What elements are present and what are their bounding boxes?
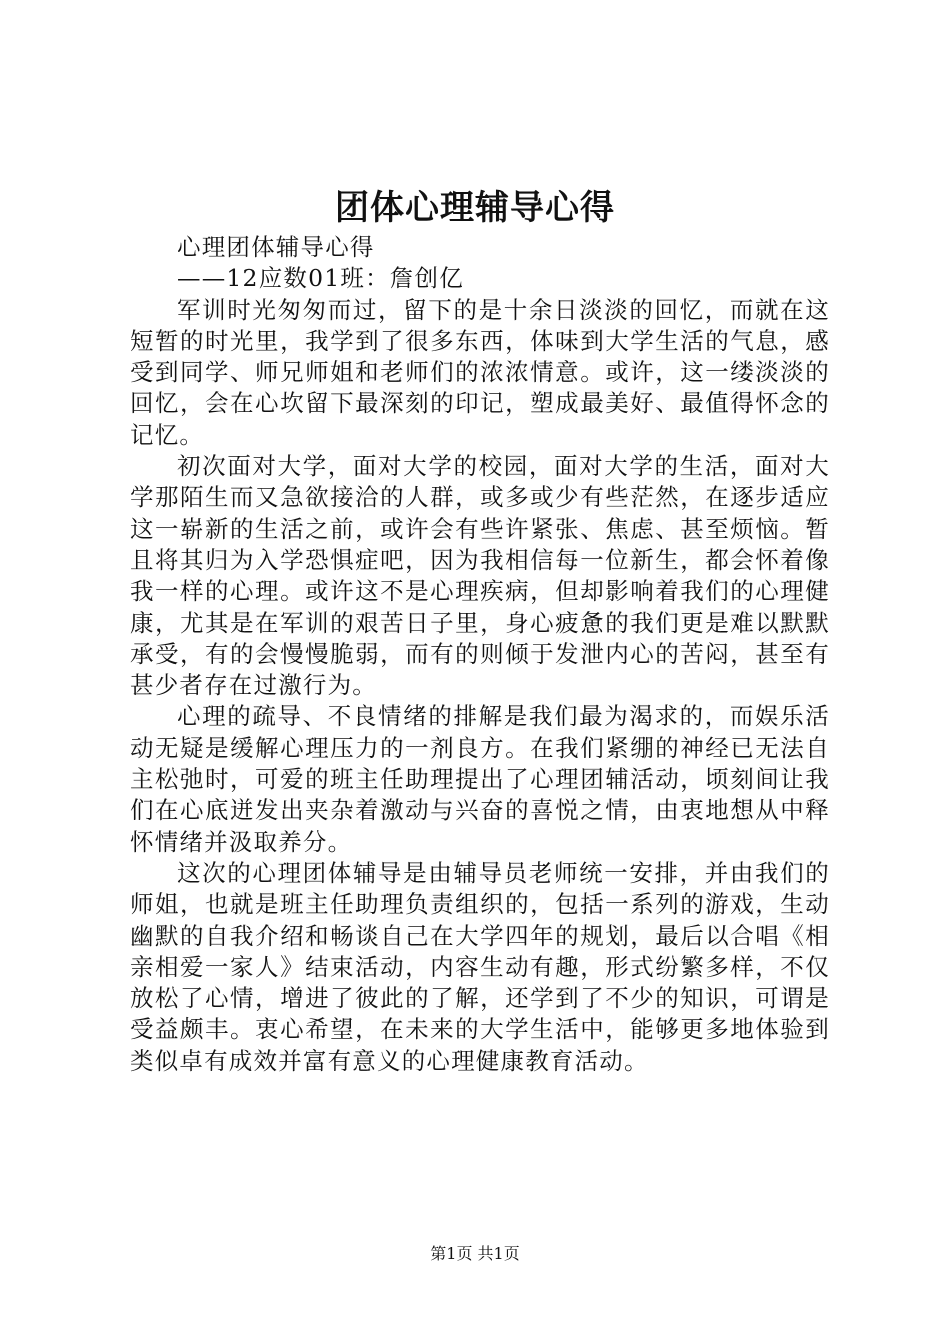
- body-paragraph-1: 军训时光匆匆而过，留下的是十余日淡淡的回忆，而就在这短暂的时光里，我学到了很多东西，体味到大学生活的气息，感受到同学、师兄师姐和老师们的浓浓情意。或许，这一缕淡淡的回忆，会在心坎留下最深刻的印记，塑成最美好、最值得怀念的记忆。: [130, 295, 830, 449]
- document-subtitle: 心理团体辅导心得: [177, 233, 375, 261]
- body-paragraph-4: 这次的心理团体辅导是由辅导员老师统一安排，并由我们的师姐，也就是班主任助理负责组织的，包括一系列的游戏，生动幽默的自我介绍和畅谈自己在大学四年的规划，最后以合唱《相亲相爱一家人》结束活动，内容生动有趣，形式纷繁多样，不仅放松了心情，增进了彼此的了解，还学到了不少的知识，可谓是受益颇丰。衷心希望，在未来的大学生活中，能够更多地体验到类似卓有成效并富有意义的心理健康教育活动。: [130, 858, 830, 1075]
- document-byline: ——12应数01班：詹创亿: [177, 264, 464, 293]
- body-paragraph-2: 初次面对大学，面对大学的校园，面对大学的生活，面对大学那陌生而又急欲接洽的人群，或多或少有些茫然，在逐步适应这一崭新的生活之前，或许会有些许紧张、焦虑、甚至烦恼。暂且将其归为入学恐惧症吧，因为我相信每一位新生，都会怀着像我一样的心理。或许这不是心理疾病，但却影响着我们的心理健康，尤其是在军训的艰苦日子里，身心疲惫的我们更是难以默默承受，有的会慢慢脆弱，而有的则倾于发泄内心的苦闷，甚至有甚少者存在过激行为。: [130, 452, 830, 700]
- document-body: [130, 232, 830, 1077]
- body-paragraph-3: 心理的疏导、不良情绪的排解是我们最为渴求的，而娱乐活动无疑是缓解心理压力的一剂良方。在我们紧绷的神经已无法自主松弛时，可爱的班主任助理提出了心理团辅活动，顷刻间让我们在心底迸发出夹杂着激动与兴奋的喜悦之情，由衷地想从中释怀情绪并汲取养分。: [130, 702, 830, 856]
- document-title: 团体心理辅导心得: [335, 188, 615, 228]
- page-footer: 第1页 共1页: [430, 1244, 520, 1263]
